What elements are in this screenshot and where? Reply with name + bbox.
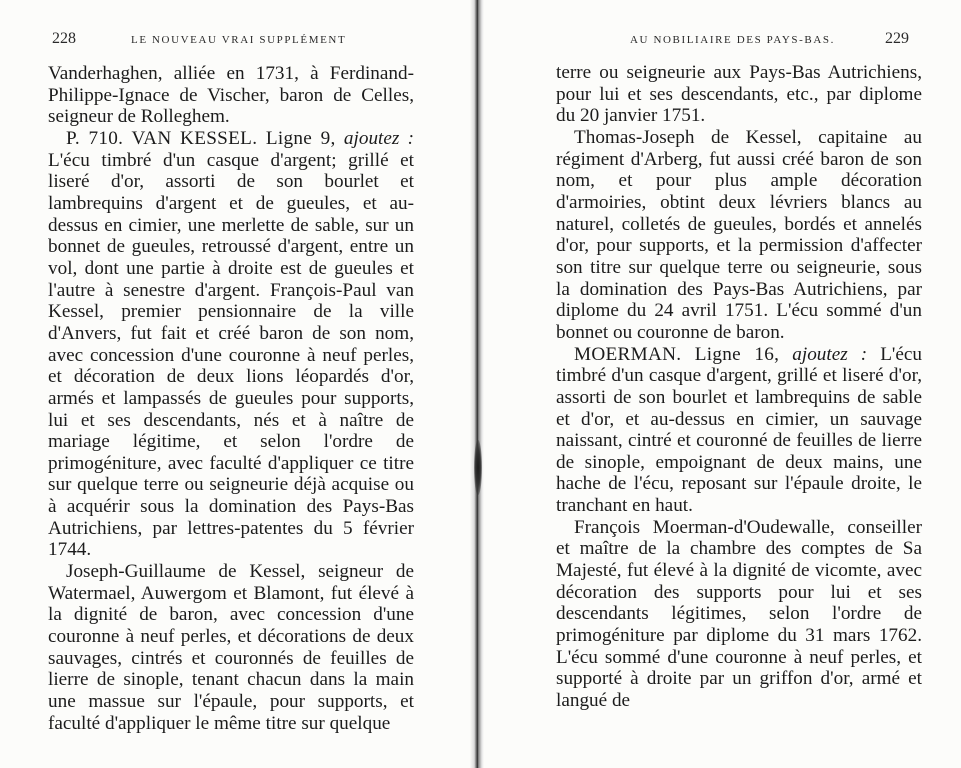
left-text-block xyxy=(48,63,414,734)
right-paragraph-2: Thomas-Joseph de Kessel, capitaine au régiment d'Arberg, fut aussi créé baron de son nom, et pour plus ample décoration d'armoiries, obtint deux lévriers blancs au naturel, colletés de gueules, bordés et annelés d'or, pour supports, et la permission d'affecter son titre sur quelque terre ou seigneurie, sous la domination des Pays-Bas Autrichiens, par diplome du 24 avril 1751. L'écu sommé d'un bonnet ou couronne de baron. xyxy=(556,126,922,343)
right-paragraph-1: terre ou seigneurie aux Pays-Bas Autrichiens, pour lui et ses descendants, etc., par diplome du 20 janvier 1751. xyxy=(556,62,922,127)
right-running-title: AU NOBILIAIRE DES PAYS-BAS. xyxy=(630,34,835,46)
right-paragraph-4: François Moerman-d'Oudewalle, conseiller et maître de la chambre des comptes de Sa Majesté, fut élevé à la dignité de vicomte, avec décoration des supports pour lui et ses descendants légitimes, selon l'ordre de primogéniture par diplome du 31 mars 1762. L'écu sommé d'une couronne à neuf perles, et supporté à droite par un griffon d'or, armé et langué de xyxy=(556,516,922,712)
right-paragraph-3-body: L'écu timbré d'un casque d'argent, grillé et liseré d'or, assorti de son bourlet et lambrequins de sable et d'or, et au-dessus en cimier, un sauvage naissant, cintré et couronné de feuilles de lierre de sinople, empoignant de deux mains, une hache de l'écu, reposant sur l'épaule droite, le tranchant en haut. xyxy=(556,343,922,517)
right-page xyxy=(484,0,961,768)
entry-instruction: ajoutez : xyxy=(343,127,414,149)
entry-heading-van-kessel: P. 710. VAN KESSEL. Ligne 9, xyxy=(66,127,336,149)
entry-instruction: ajoutez : xyxy=(792,343,868,365)
left-paragraph-2 xyxy=(48,128,414,561)
left-paragraph-1: Vanderhaghen, alliée en 1731, à Ferdinand-Philippe-Ignace de Vischer, baron de Celles, seigneur de Rolleghem. xyxy=(48,63,414,128)
left-running-title: LE NOUVEAU VRAI SUPPLÉMENT xyxy=(131,34,347,46)
left-paragraph-2-body: L'écu timbré d'un casque d'argent; grillé et liseré d'or, assorti de son bourlet et lambrequins d'argent et de gueules, et au-dessus en cimier, une merlette de sable, sur un bonnet de gueules, retroussé d'argent, entre un vol, dont une partie à droite est de gueules et l'autre à senestre d'argent. François-Paul van Kessel, premier pensionnaire de la ville d'Anvers, fut fait et créé baron de son nom, avec concession d'une couronne à neuf perles, et décoration de deux lions léopardés d'or, armés et lampassés de gueules pour supports, lui et ses descendants, nés et à naître de mariage légitime, et selon l'ordre de primogéniture, avec faculté d'appliquer ce titre sur quelque terre ou seigneurie déjà acquise ou à acquérir sous la domination des Pays-Bas Autrichiens, par lettres-patentes du 5 février 1744. xyxy=(48,149,414,561)
entry-heading-moerman: MOERMAN. Ligne 16, xyxy=(574,343,780,365)
left-page-number: 228 xyxy=(52,30,76,47)
right-paragraph-3 xyxy=(556,344,922,517)
book-gutter xyxy=(470,0,484,768)
right-running-head xyxy=(484,30,961,50)
right-page-number: 229 xyxy=(885,30,909,47)
left-page xyxy=(0,0,470,768)
binding-thread xyxy=(474,440,482,495)
left-running-head xyxy=(0,30,470,50)
left-paragraph-3: Joseph-Guillaume de Kessel, seigneur de Watermael, Auwergom et Blamont, fut élevé à la dignité de baron, avec concession d'une couronne à neuf perles, et décorations de deux sauvages, cintrés et couronnés de feuilles de lierre de sinople, tenant chacun dans la main une massue sur l'épaule, pour supports, et faculté d'appliquer le même titre sur quelque xyxy=(48,561,414,734)
right-text-block xyxy=(556,62,922,712)
